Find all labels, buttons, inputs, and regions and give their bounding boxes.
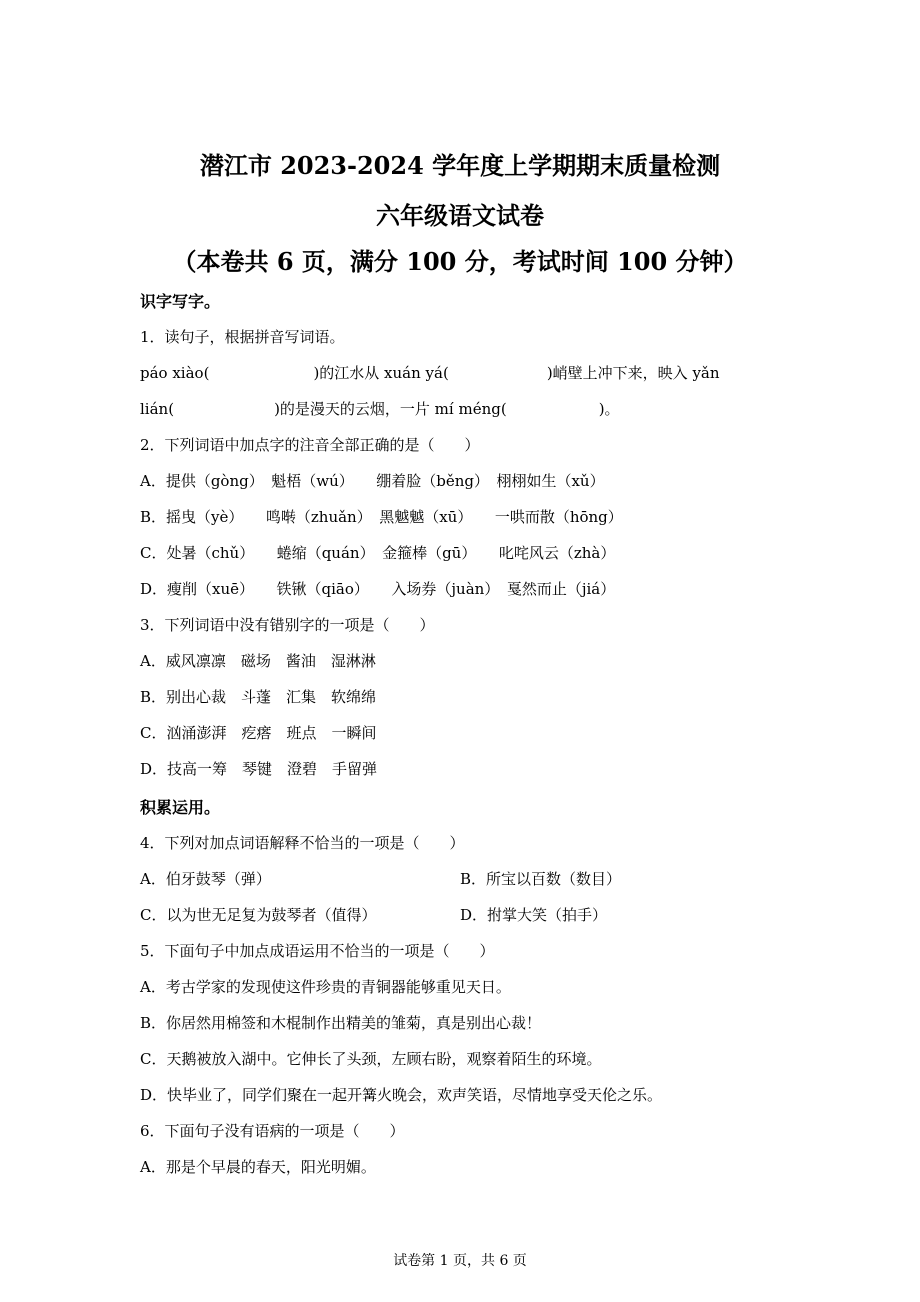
section-heading-accumulation: 积累运用。 — [140, 798, 221, 817]
pinyin-text: )峭壁上冲下来，映入 yǎn — [546, 364, 720, 382]
exam-subtitle: 六年级语文试卷 — [376, 201, 544, 230]
exam-info: （本卷共 6 页，满分 100 分，考试时间 100 分钟） — [172, 247, 748, 276]
question-2-stem: 2．下列词语中加点字的注音全部正确的是（ ） — [140, 436, 480, 454]
question-3-option-d: D．技高一筹 琴键 澄碧 手留弹 — [140, 760, 378, 778]
question-1-line-2 — [140, 398, 620, 419]
pinyin-text: )的是漫天的云烟，一片 mí méng( — [274, 400, 507, 418]
question-5-option-a: A．考古学家的发现使这件珍贵的青铜器能够重见天日。 — [140, 978, 511, 996]
pinyin-text: )。 — [598, 400, 620, 418]
question-2-option-d: D．瘦削（xuē） 铁锹（qiāo） 入场券（juàn） 戛然而止（jiá） — [140, 580, 616, 598]
question-3-option-b: B．别出心裁 斗蓬 汇集 软绵绵 — [140, 688, 377, 706]
question-6-option-a: A．那是个早晨的春天，阳光明媚。 — [140, 1158, 376, 1176]
question-1-stem: 1．读句子，根据拼音写词语。 — [140, 328, 345, 346]
question-2-option-c: C．处暑（chǔ） 蜷缩（quán） 金箍棒（gū） 叱咤风云（zhà） — [140, 544, 616, 562]
question-6-stem: 6．下面句子没有语病的一项是（ ） — [140, 1122, 405, 1140]
pinyin-text: páo xiào( — [140, 364, 210, 382]
question-3-option-a: A．威风凛凛 磁场 酱油 湿淋淋 — [140, 652, 376, 670]
question-2-option-b: B．摇曳（yè） 鸣啭（zhuǎn） 黑魆魆（xū） 一哄而散（hōng） — [140, 508, 623, 526]
question-5-option-c: C．天鹅被放入湖中。它伸长了头颈，左顾右盼，观察着陌生的环境。 — [140, 1050, 602, 1068]
question-5-option-d: D．快毕业了，同学们聚在一起开篝火晚会，欢声笑语，尽情地享受天伦之乐。 — [140, 1086, 663, 1104]
exam-title: 潜江市 2023-2024 学年度上学期期末质量检测 — [199, 151, 721, 180]
question-4-option-a: A．伯牙鼓琴（弹） — [140, 870, 271, 888]
question-3-stem: 3．下列词语中没有错别字的一项是（ ） — [140, 616, 435, 634]
question-1-line-1 — [140, 362, 720, 383]
question-5-option-b: B．你居然用棉签和木棍制作出精美的雏菊，真是别出心裁！ — [140, 1014, 542, 1032]
question-5-stem: 5．下面句子中加点成语运用不恰当的一项是（ ） — [140, 942, 495, 960]
section-heading-literacy: 识字写字。 — [140, 292, 221, 311]
question-3-option-c: C．汹涌澎湃 疙瘩 班点 一瞬间 — [140, 724, 377, 742]
page-footer: 试卷第 1 页，共 6 页 — [393, 1253, 527, 1269]
question-2-option-a: A．提供（gòng） 魁梧（wú） 绷着脸（běng） 栩栩如生（xǔ） — [140, 472, 605, 490]
question-4-stem: 4．下列对加点词语解释不恰当的一项是（ ） — [140, 834, 465, 852]
pinyin-text: lián( — [140, 400, 175, 418]
question-4-option-b: B．所宝以百数（数目） — [460, 870, 622, 888]
question-4-option-c: C．以为世无足复为鼓琴者（值得） — [140, 906, 377, 924]
question-4-option-d: D．拊掌大笑（拍手） — [460, 906, 608, 924]
pinyin-text: )的江水从 xuán yá( — [313, 364, 449, 382]
